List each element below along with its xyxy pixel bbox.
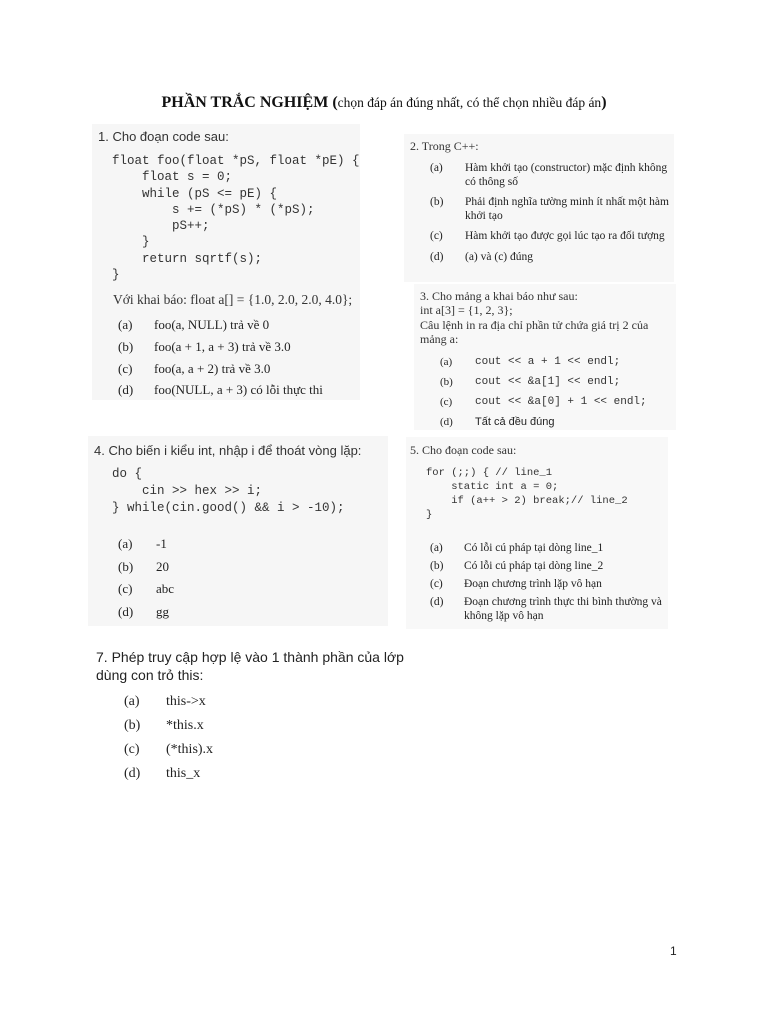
option-c	[124, 738, 324, 762]
option-text: abc	[156, 581, 175, 596]
option-text: this_x	[166, 766, 201, 781]
code-line: if (a++ > 2) break;// line_2	[426, 495, 628, 507]
option-text: this->x	[166, 694, 206, 709]
option-d	[440, 412, 672, 432]
option-b	[118, 556, 318, 579]
option-text: 20	[156, 558, 169, 574]
code-line: }	[112, 268, 120, 283]
question-3-declaration: int a[3] = {1, 2, 3};	[420, 303, 513, 317]
option-key: (d)	[430, 250, 444, 263]
option-text: cout << &a[0] + 1 << endl;	[475, 396, 647, 408]
option-text: foo(a + 1, a + 3) trả về 3.0	[154, 338, 291, 354]
option-a	[430, 162, 670, 189]
code-line: s += (*pS) * (*pS);	[112, 202, 315, 217]
code-line: float s = 0;	[112, 170, 233, 185]
option-key: (b)	[118, 338, 134, 354]
option-a	[430, 541, 662, 555]
option-key: (a)	[430, 542, 443, 554]
option-key: (d)	[440, 416, 453, 428]
option-text: -1	[156, 536, 167, 551]
option-d	[118, 379, 358, 401]
option-c	[440, 392, 672, 412]
code-line: } while(cin.good() && i > -10);	[112, 501, 345, 515]
option-b	[430, 559, 662, 573]
option-key: (a)	[430, 162, 443, 174]
question-4-code	[112, 466, 345, 517]
page-title	[0, 94, 768, 112]
option-b	[430, 196, 670, 223]
option-text: Tất cả đều đúng	[475, 416, 555, 428]
code-line: return sqrtf(s);	[112, 251, 263, 266]
question-3-heading: 3. Cho mảng a khai báo như sau:	[420, 289, 578, 303]
code-line: while (pS <= pE) {	[112, 186, 278, 201]
question-4-options	[118, 533, 318, 623]
code-line: for (;;) { // line_1	[426, 467, 553, 479]
option-a	[118, 533, 318, 556]
code-line: }	[426, 509, 433, 521]
option-key: (a)	[118, 536, 133, 551]
code-line: }	[112, 235, 150, 250]
code-line: cin >> hex >> i;	[112, 484, 263, 498]
option-c	[118, 578, 318, 601]
option-text: cout << a + 1 << endl;	[475, 356, 621, 368]
question-5-options	[430, 541, 662, 623]
option-key: (a)	[124, 694, 140, 709]
option-key: (d)	[118, 382, 134, 398]
title-subtitle: chọn đáp án đúng nhất, có thể chọn nhiều đáp án	[337, 95, 602, 110]
option-text: Hàm khởi tạo được gọi lúc tạo ra đối tượng	[465, 230, 665, 242]
option-key: (d)	[124, 766, 141, 781]
option-text: foo(NULL, a + 3) có lỗi thực thi	[154, 382, 323, 398]
question-2-heading: 2. Trong C++:	[410, 139, 479, 153]
option-c	[430, 230, 670, 244]
option-d	[430, 595, 662, 623]
question-1-options	[118, 314, 358, 401]
code-line: pS++;	[112, 219, 210, 234]
option-key: (c)	[118, 581, 133, 596]
option-text: cout << &a[1] << endl;	[475, 376, 621, 388]
option-key: (b)	[124, 718, 141, 733]
option-key: (c)	[430, 230, 443, 242]
option-a	[440, 352, 672, 372]
option-key: (c)	[430, 578, 443, 590]
option-text: Có lỗi cú pháp tại dòng line_1	[464, 542, 604, 554]
option-key: (d)	[430, 596, 444, 608]
question-1-code	[112, 153, 360, 283]
option-text: (*this).x	[166, 742, 214, 757]
question-1-heading: 1. Cho đoạn code sau:	[98, 129, 229, 144]
question-1-declaration: Với khai báo: float a[] = {1.0, 2.0, 2.0, 4.0};	[113, 292, 353, 307]
option-text: Có lỗi cú pháp tại dòng line_2	[464, 560, 604, 572]
option-a	[124, 690, 324, 714]
option-key: (a)	[440, 356, 453, 368]
option-text: *this.x	[166, 718, 204, 733]
option-text: (a) và (c) đúng	[465, 250, 534, 263]
option-text: Đoạn chương trình lặp vô hạn	[464, 578, 602, 590]
option-key: (b)	[440, 376, 453, 388]
option-key: (c)	[118, 360, 133, 376]
option-d	[124, 762, 324, 786]
title-open-paren: (	[332, 94, 338, 111]
option-key: (c)	[440, 396, 453, 408]
option-text: gg	[156, 603, 169, 619]
option-key: (b)	[430, 196, 444, 208]
title-bold: PHẦN TRẮC NGHIỆM	[161, 94, 329, 111]
question-5-heading: 5. Cho đoạn code sau:	[410, 443, 517, 457]
option-text: Phải định nghĩa tường minh ít nhất một hàm khởi tạo	[465, 196, 669, 222]
option-d	[430, 251, 670, 265]
option-key: (a)	[118, 317, 133, 332]
question-5-code	[426, 466, 628, 522]
code-line: float foo(float *pS, float *pE) {	[112, 154, 360, 168]
option-a	[118, 314, 358, 336]
option-c	[430, 577, 662, 591]
question-3-options	[440, 352, 672, 432]
title-close-paren: )	[601, 94, 607, 111]
option-text: foo(a, a + 2) trả về 3.0	[154, 360, 271, 376]
code-line: do {	[112, 467, 143, 481]
question-7-heading: 7. Phép truy cập hợp lệ vào 1 thành phần của lớp dùng con trỏ this:	[96, 649, 404, 683]
option-text: Hàm khởi tạo (constructor) mặc định không có thông số	[465, 162, 668, 188]
option-c	[118, 358, 358, 380]
question-3-text: Câu lệnh in ra địa chỉ phần tử chứa giá trị 2 của mảng a:	[420, 318, 649, 346]
code-line: static int a = 0;	[426, 481, 559, 493]
option-b	[118, 336, 358, 358]
option-text: foo(a, NULL) trả về 0	[154, 317, 270, 332]
question-4-heading: 4. Cho biến i kiểu int, nhập i để thoát vòng lặp:	[94, 443, 362, 458]
option-key: (c)	[124, 742, 140, 757]
question-7-options	[124, 690, 324, 786]
page-number: 1	[670, 944, 677, 958]
option-d	[118, 601, 318, 624]
question-2-options	[430, 162, 670, 264]
option-text: Đoạn chương trình thực thi bình thường và không lặp vô hạn	[464, 596, 662, 622]
option-key: (b)	[430, 560, 444, 572]
option-b	[124, 714, 324, 738]
option-b	[440, 372, 672, 392]
option-key: (d)	[118, 603, 134, 619]
option-key: (b)	[118, 558, 134, 574]
